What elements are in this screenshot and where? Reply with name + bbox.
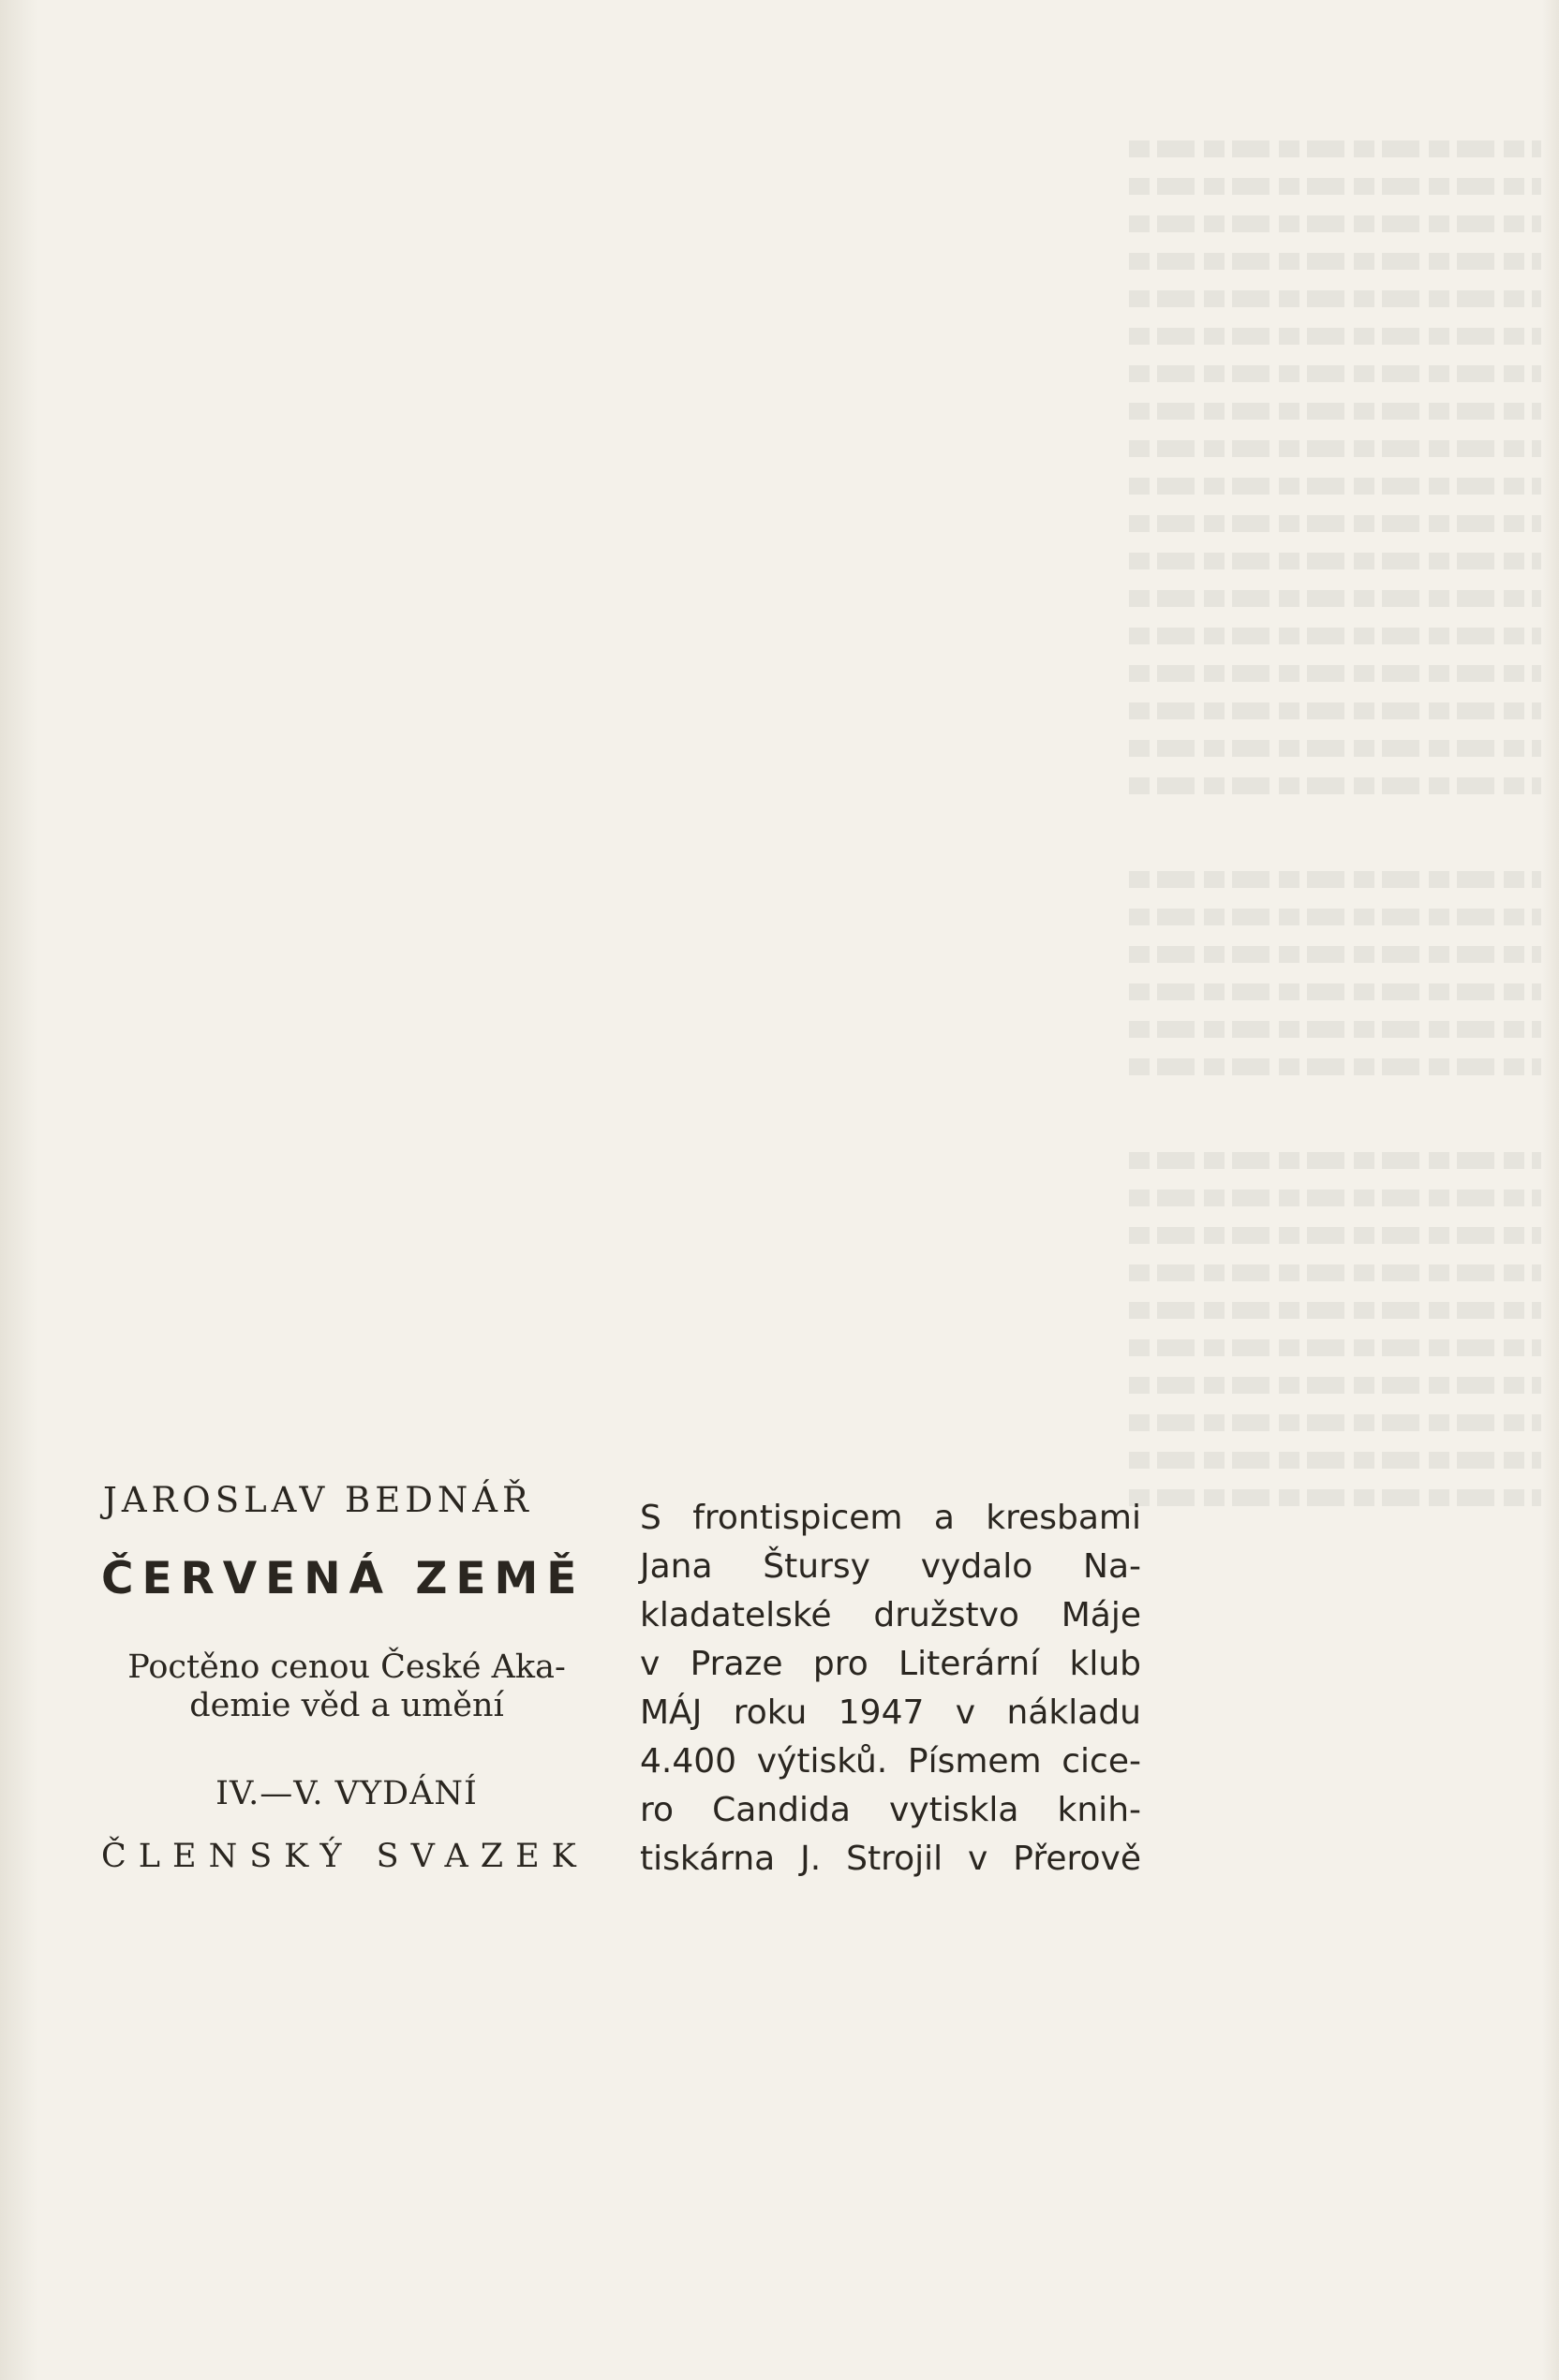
- imprint-line: ro Candida vytiskla knih-: [640, 1791, 1141, 1829]
- imprint-line: S frontispicem a kresbami: [640, 1499, 1141, 1537]
- show-through-text: [1129, 140, 1541, 1527]
- imprint-block: [640, 1494, 1141, 1884]
- imprint-line: v Praze pro Literární klub: [640, 1645, 1141, 1683]
- imprint-line: 4.400 výtisků. Písmem cice-: [640, 1742, 1141, 1781]
- book-title: ČERVENÁ ZEMĚ: [101, 1553, 586, 1604]
- imprint-line: kladatelské družstvo Máje: [640, 1596, 1141, 1634]
- imprint-line: tiskárna J. Strojil v Přerově: [640, 1840, 1141, 1878]
- award-note: [94, 1648, 600, 1725]
- imprint-line: MÁJ roku 1947 v nákladu: [640, 1693, 1141, 1732]
- edition-note: IV.—V. VYDÁNÍ: [215, 1775, 478, 1812]
- imprint-line: Jana Štursy vydalo Na-: [640, 1547, 1141, 1586]
- award-line: Poctěno cenou České Aka-: [127, 1648, 566, 1686]
- award-line: demie věd a umění: [189, 1687, 504, 1724]
- volume-type: ČLENSKÝ SVAZEK: [101, 1838, 588, 1875]
- author-name: JAROSLAV BEDNÁŘ: [103, 1480, 533, 1520]
